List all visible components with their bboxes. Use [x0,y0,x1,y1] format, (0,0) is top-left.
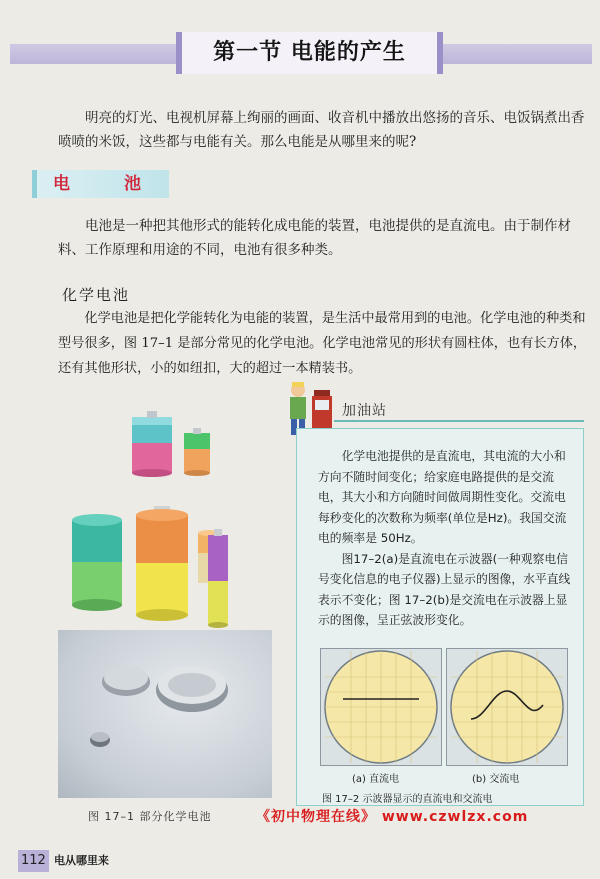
coin-cells-drawing [58,630,272,798]
section-body: 电池是一种把其他形式的能转化成电能的装置，电池提供的是直流电。由于制作材料、工作原理和用途的不同，电池有很多种类。 [58,218,571,258]
subsection-heading: 化学电池 [62,286,131,304]
sidebar-rule [334,420,584,422]
sidebar-paragraph-1: 化学电池提供的是直流电，其电流的大小和方向不随时间变化；给家庭电路提供的是交流电，其大小和方向随时间做周期性变化。交流电每秒变化的次数称为频率(单位是Hz)。我国交流电的频率是 50Hz。 [318,449,567,545]
oscilloscope-ac-screen [447,649,567,765]
sidebar-text [318,446,576,631]
page-number: 112 [18,850,49,872]
oscilloscope-dc-screen [321,649,441,765]
sidebar-label: 加油站 [342,403,387,419]
coin-cells-photo [58,630,272,798]
oscilloscope-dc [320,648,442,766]
title-band [10,30,592,80]
battery-orange-yellow [136,506,188,621]
section-heading [32,170,169,198]
oscilloscope-ac [446,648,568,766]
intro-paragraph: 明亮的灯光、电视机屏幕上绚丽的画面、收音机中播放出悠扬的音乐、电饭锅煮出香喷喷的米饭，这些都与电能有关。那么电能是从哪里来的呢? [58,110,585,150]
batteries-drawing [58,405,268,640]
footer [14,850,124,872]
battery-purple [208,529,228,628]
battery-green [184,428,210,476]
battery-cyan [132,411,172,477]
title-box [176,32,443,74]
section-heading-text: 电 池 [53,174,165,194]
battery-large-green [72,514,122,611]
scope-b-label: (b) 交流电 [472,774,520,785]
figure-17-2-caption: 图 17–2 示波器显示的直流电和交流电 [322,794,493,805]
subsection-body: 化学电池是把化学能转化为电能的装置，是生活中最常用到的电池。化学电池的种类和型号很多，图 17–1 是部分常见的化学电池。化学电池常见的形状有圆柱体，也有长方体，还有其他形状，小的如纽扣，大的超过一本精装书。 [58,311,587,376]
watermark-text: 《初中物理在线》 www.czwlzx.com [256,809,529,825]
page-title: 第一节 电能的产生 [213,40,406,65]
scope-a-label: (a) 直流电 [352,774,400,785]
batteries-illustration [58,405,268,640]
sidebar-paragraph-2: 图17–2(a)是直流电在示波器(一种观察电信号变化信息的电子仪器)上显示的图像，水平直线表示不变化；图 17–2(b)是交流电在示波器上显示的图像，呈正弦波形变化。 [318,551,571,627]
chapter-name: 电从哪里来 [54,854,109,867]
figure-17-1-caption: 图 17–1 部分化学电池 [88,810,212,823]
